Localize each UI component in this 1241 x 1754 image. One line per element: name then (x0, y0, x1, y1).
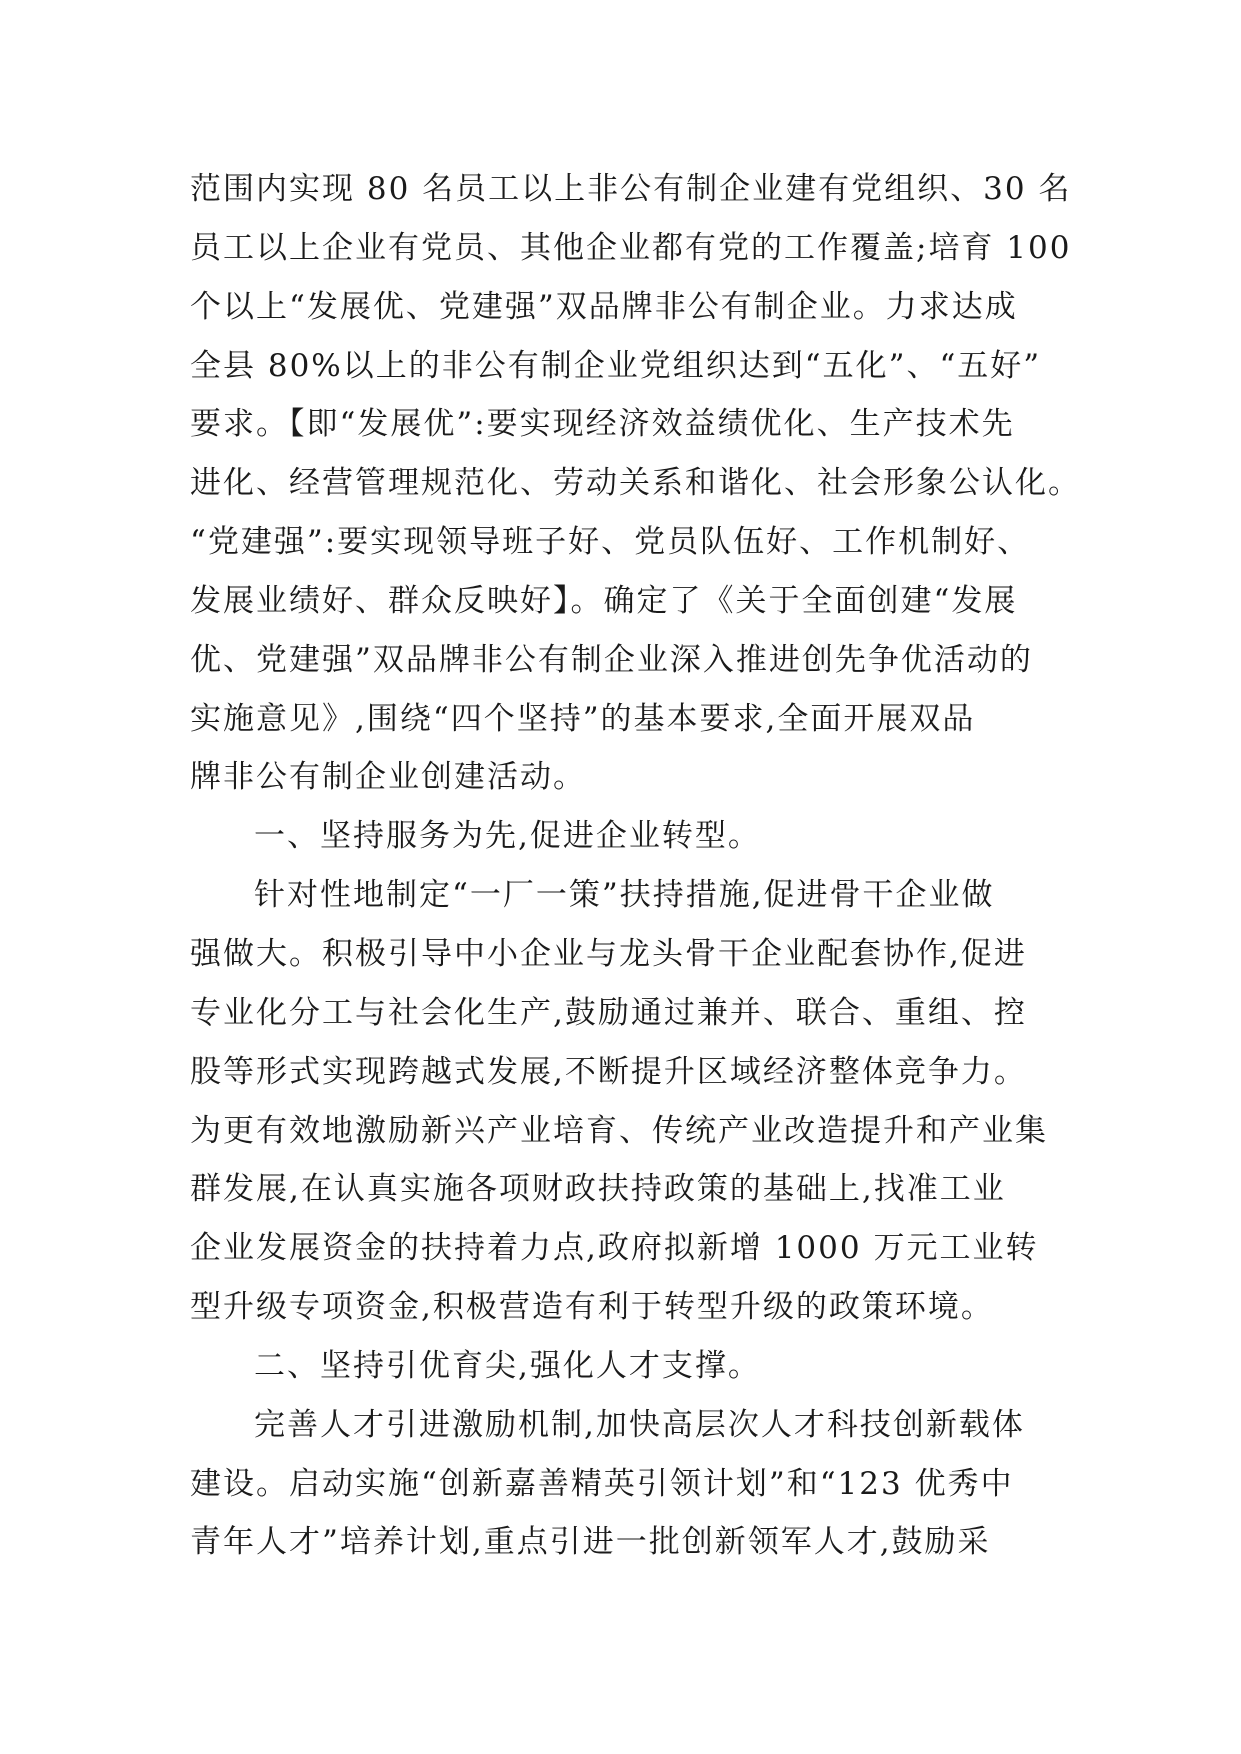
text-line: 强做大。积极引导中小企业与龙头骨干企业配套协作,促进 (190, 935, 1027, 972)
text-line: 股等形式实现跨越式发展,不断提升区域经济整体竞争力。 (190, 1053, 1027, 1090)
text-line: 牌非公有制企业创建活动。 (190, 759, 586, 796)
text-line: 范围内实现 80 名员工以上非公有制企业建有党组织、30 名 (190, 171, 1072, 207)
text-line: 青年人才”培养计划,重点引进一批创新领军人才,鼓励采 (190, 1524, 991, 1561)
text-line: 要求。【即“发展优”:要实现经济效益绩优化、生产技术先 (190, 406, 1015, 443)
text-line: “党建强”:要实现领导班子好、党员队伍好、工作机制好、 (190, 524, 1031, 561)
text-line: 进化、经营管理规范化、劳动关系和谐化、社会形象公认化。 (190, 465, 1081, 502)
text-line: 优、党建强”双品牌非公有制企业深入推进创先争优活动的 (190, 641, 1033, 678)
text-line: 员工以上企业有党员、其他企业都有党的工作覆盖;培育 100 (190, 229, 1072, 266)
text-line: 全县 80%以上的非公有制企业党组织达到“五化”、“五好” (190, 347, 1042, 384)
text-line: 针对性地制定“一厂一策”扶持措施,促进骨干企业做 (254, 877, 995, 914)
section-heading: 二、坚持引优育尖,强化人才支撑。 (254, 1347, 761, 1384)
text-line: 发展业绩好、群众反映好】。确定了《关于全面创建“发展 (190, 582, 1018, 619)
text-line: 实施意见》,围绕“四个坚持”的基本要求,全面开展双品 (190, 700, 976, 737)
text-line: 群发展,在认真实施各项财政扶持政策的基础上,找准工业 (190, 1171, 1006, 1208)
body-text (190, 160, 1090, 1572)
text-line: 型升级专项资金,积极营造有利于转型升级的政策环境。 (190, 1289, 994, 1326)
text-line: 专业化分工与社会化生产,鼓励通过兼并、联合、重组、控 (190, 994, 1027, 1031)
text-line: 企业发展资金的扶持着力点,政府拟新增 1000 万元工业转 (190, 1230, 1039, 1267)
text-line: 个以上“发展优、党建强”双品牌非公有制企业。力求达成 (190, 288, 1018, 325)
text-line: 完善人才引进激励机制,加快高层次人才科技创新载体 (254, 1406, 1025, 1443)
section-heading: 一、坚持服务为先,促进企业转型。 (254, 818, 761, 855)
text-line: 为更有效地激励新兴产业培育、传统产业改造提升和产业集 (190, 1112, 1048, 1149)
text-line: 建设。启动实施“创新嘉善精英引领计划”和“123 优秀中 (190, 1465, 1014, 1502)
